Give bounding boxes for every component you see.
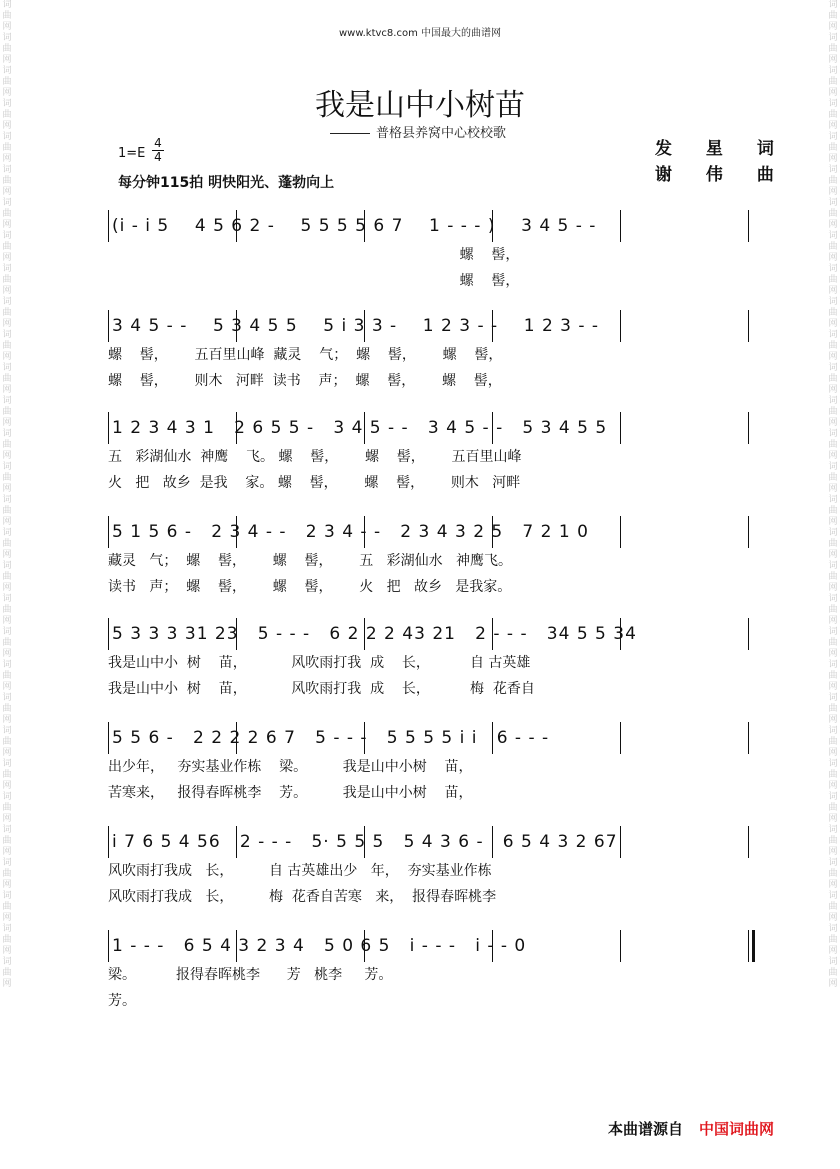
footer-source bbox=[608, 1118, 774, 1139]
barline bbox=[620, 722, 621, 754]
footer-source-label: 本曲谱源自 bbox=[608, 1120, 684, 1138]
barline bbox=[748, 930, 755, 962]
barline bbox=[108, 722, 109, 754]
barline bbox=[620, 412, 621, 444]
notation-line bbox=[108, 722, 753, 754]
notation-line bbox=[108, 826, 753, 858]
lyric-line-1: 风吹雨打我成 长， 自 古英雄出少 年， 夯实基业作栋 bbox=[108, 863, 492, 879]
barline bbox=[748, 722, 749, 754]
lyric-line-1: 螺 髻， bbox=[108, 247, 520, 263]
lyric-line-2: 风吹雨打我成 长， 梅 花香自苦寒 来， 报得春晖桃李 bbox=[108, 889, 497, 905]
notes-text: (i̇ - i̇ 5 4 5 6 2 - 5 5 5 5 6 7 1 - - - ) 3 4 5 - - bbox=[112, 216, 597, 236]
lyric-line-2: 苦寒来， 报得春晖桃李 芳。 我是山中小树 苗， bbox=[108, 785, 473, 801]
score-row bbox=[108, 712, 753, 827]
watermark-right: 词曲网词曲网词曲网词曲网词曲网词曲网词曲网词曲网词曲网词曲网词曲网词曲网词曲网词曲网词曲网词曲网词曲网词曲网词曲网词曲网词曲网词曲网词曲网词曲网词曲网词曲网词曲网词曲网词曲网词曲网 bbox=[828, 0, 838, 989]
notation-line bbox=[108, 310, 753, 342]
composer-credit: 谢 伟 曲 bbox=[655, 165, 788, 185]
notes-text: 1 - - - 6 5 4 3 2 3 4 5 0 6 5 i̇ - - - i̇ - - 0 bbox=[112, 936, 527, 956]
notes-text: 5 1 5 6 - 2 3 4 - - 2 3 4 - - 2 3 4 3 2 5 7 2 1 0 bbox=[112, 522, 589, 542]
site-header: www.ktvc8.com 中国最大的曲谱网 bbox=[338, 28, 501, 39]
barline bbox=[108, 310, 109, 342]
barline bbox=[108, 618, 109, 650]
score-row bbox=[108, 816, 753, 931]
notation-line bbox=[108, 516, 753, 548]
score-row bbox=[108, 200, 753, 315]
time-signature bbox=[152, 137, 164, 164]
lyric-line-1: 五 彩湖仙水 神鹰 飞。 螺 髻， 螺 髻， 五百里山峰 bbox=[108, 449, 522, 465]
lyric-line-2: 螺 髻， bbox=[108, 273, 520, 289]
barline bbox=[108, 826, 109, 858]
barline bbox=[748, 210, 749, 242]
lyric-line-1: 螺 髻， 五百里山峰 藏灵 气； 螺 髻， 螺 髻， bbox=[108, 347, 503, 363]
score-subtitle bbox=[330, 122, 506, 141]
barline bbox=[620, 930, 621, 962]
lyricist-credit: 发 星 词 bbox=[655, 139, 788, 159]
notation-line bbox=[108, 618, 753, 650]
tempo-marking: 每分钟115拍 明快阳光、蓬勃向上 bbox=[118, 175, 335, 191]
lyric-line-2: 我是山中小 树 苗， 风吹雨打我 成 长， 梅 花香自 bbox=[108, 681, 535, 697]
score-title: 我是山中小树苗 bbox=[315, 88, 525, 123]
time-sig-top: 4 bbox=[154, 136, 162, 150]
notes-text: 5 5 6 - 2 2 2 2 6 7 5 - - - 5 5 5 5 i̇ i̇ 6 - - - bbox=[112, 728, 550, 748]
barline bbox=[620, 516, 621, 548]
lyric-line-2: 螺 髻， 则木 河畔 读书 声； 螺 髻， 螺 髻， bbox=[108, 373, 502, 389]
watermark-left: 词曲网词曲网词曲网词曲网词曲网词曲网词曲网词曲网词曲网词曲网词曲网词曲网词曲网词曲网词曲网词曲网词曲网词曲网词曲网词曲网词曲网词曲网词曲网词曲网词曲网词曲网词曲网词曲网词曲网词曲网 bbox=[2, 0, 12, 989]
barline bbox=[108, 930, 109, 962]
lyric-line-1: 出少年， 夯实基业作栋 梁。 我是山中小树 苗， bbox=[108, 759, 473, 775]
subtitle-dash bbox=[330, 133, 370, 134]
barline bbox=[620, 826, 621, 858]
score-row bbox=[108, 506, 753, 621]
barline bbox=[748, 826, 749, 858]
notes-text: 5 3 3 3 31 23 5 - - - 6 2 2 2 43 21 2 - - - 34 5 5 34 bbox=[112, 624, 637, 644]
lyric-line-1: 梁。 报得春晖桃李 芳 桃李 芳。 bbox=[108, 967, 393, 983]
barline bbox=[620, 310, 621, 342]
notes-text: 3 4 5 - - 5 3 4 5 5 5 i̇ 3 3 - 1 2 3 - - 1 2 3 - - bbox=[112, 316, 600, 336]
notation-line bbox=[108, 930, 753, 962]
footer-site-name: 中国词曲网 bbox=[699, 1120, 775, 1138]
notation-line bbox=[108, 412, 753, 444]
barline bbox=[620, 210, 621, 242]
lyric-line-2: 火 把 故乡 是我 家。 螺 髻， 螺 髻， 则木 河畔 bbox=[108, 475, 521, 491]
barline bbox=[108, 412, 109, 444]
score-row bbox=[108, 608, 753, 723]
score-row bbox=[108, 920, 753, 1035]
score-row bbox=[108, 402, 753, 517]
notes-text: i̇ 7 6 5 4 56 2 - - - 5· 5 5 5 5 4 3 6 - 6 5 4 3 2 67 bbox=[112, 832, 618, 852]
time-sig-bottom: 4 bbox=[154, 150, 162, 164]
notation-line bbox=[108, 210, 753, 242]
barline bbox=[108, 516, 109, 548]
barline bbox=[748, 516, 749, 548]
barline bbox=[748, 310, 749, 342]
barline bbox=[748, 412, 749, 444]
subtitle-text: 普格县养窝中心校校歌 bbox=[376, 126, 507, 141]
lyric-line-2: 芳。 bbox=[108, 993, 136, 1009]
key-signature: 1=E bbox=[118, 146, 146, 161]
barline bbox=[748, 618, 749, 650]
lyric-line-2: 读书 声； 螺 髻， 螺 髻， 火 把 故乡 是我家。 bbox=[108, 579, 512, 595]
barline bbox=[108, 210, 109, 242]
lyric-line-1: 我是山中小 树 苗， 风吹雨打我 成 长， 自 古英雄 bbox=[108, 655, 531, 671]
score-row bbox=[108, 300, 753, 415]
notes-text: 1 2 3 4 3 1 2 6 5 5 - 3 4 5 - - 3 4 5 - - 5 3 4 5 5 bbox=[112, 418, 608, 438]
lyric-line-1: 藏灵 气； 螺 髻， 螺 髻， 五 彩湖仙水 神鹰飞。 bbox=[108, 553, 512, 569]
